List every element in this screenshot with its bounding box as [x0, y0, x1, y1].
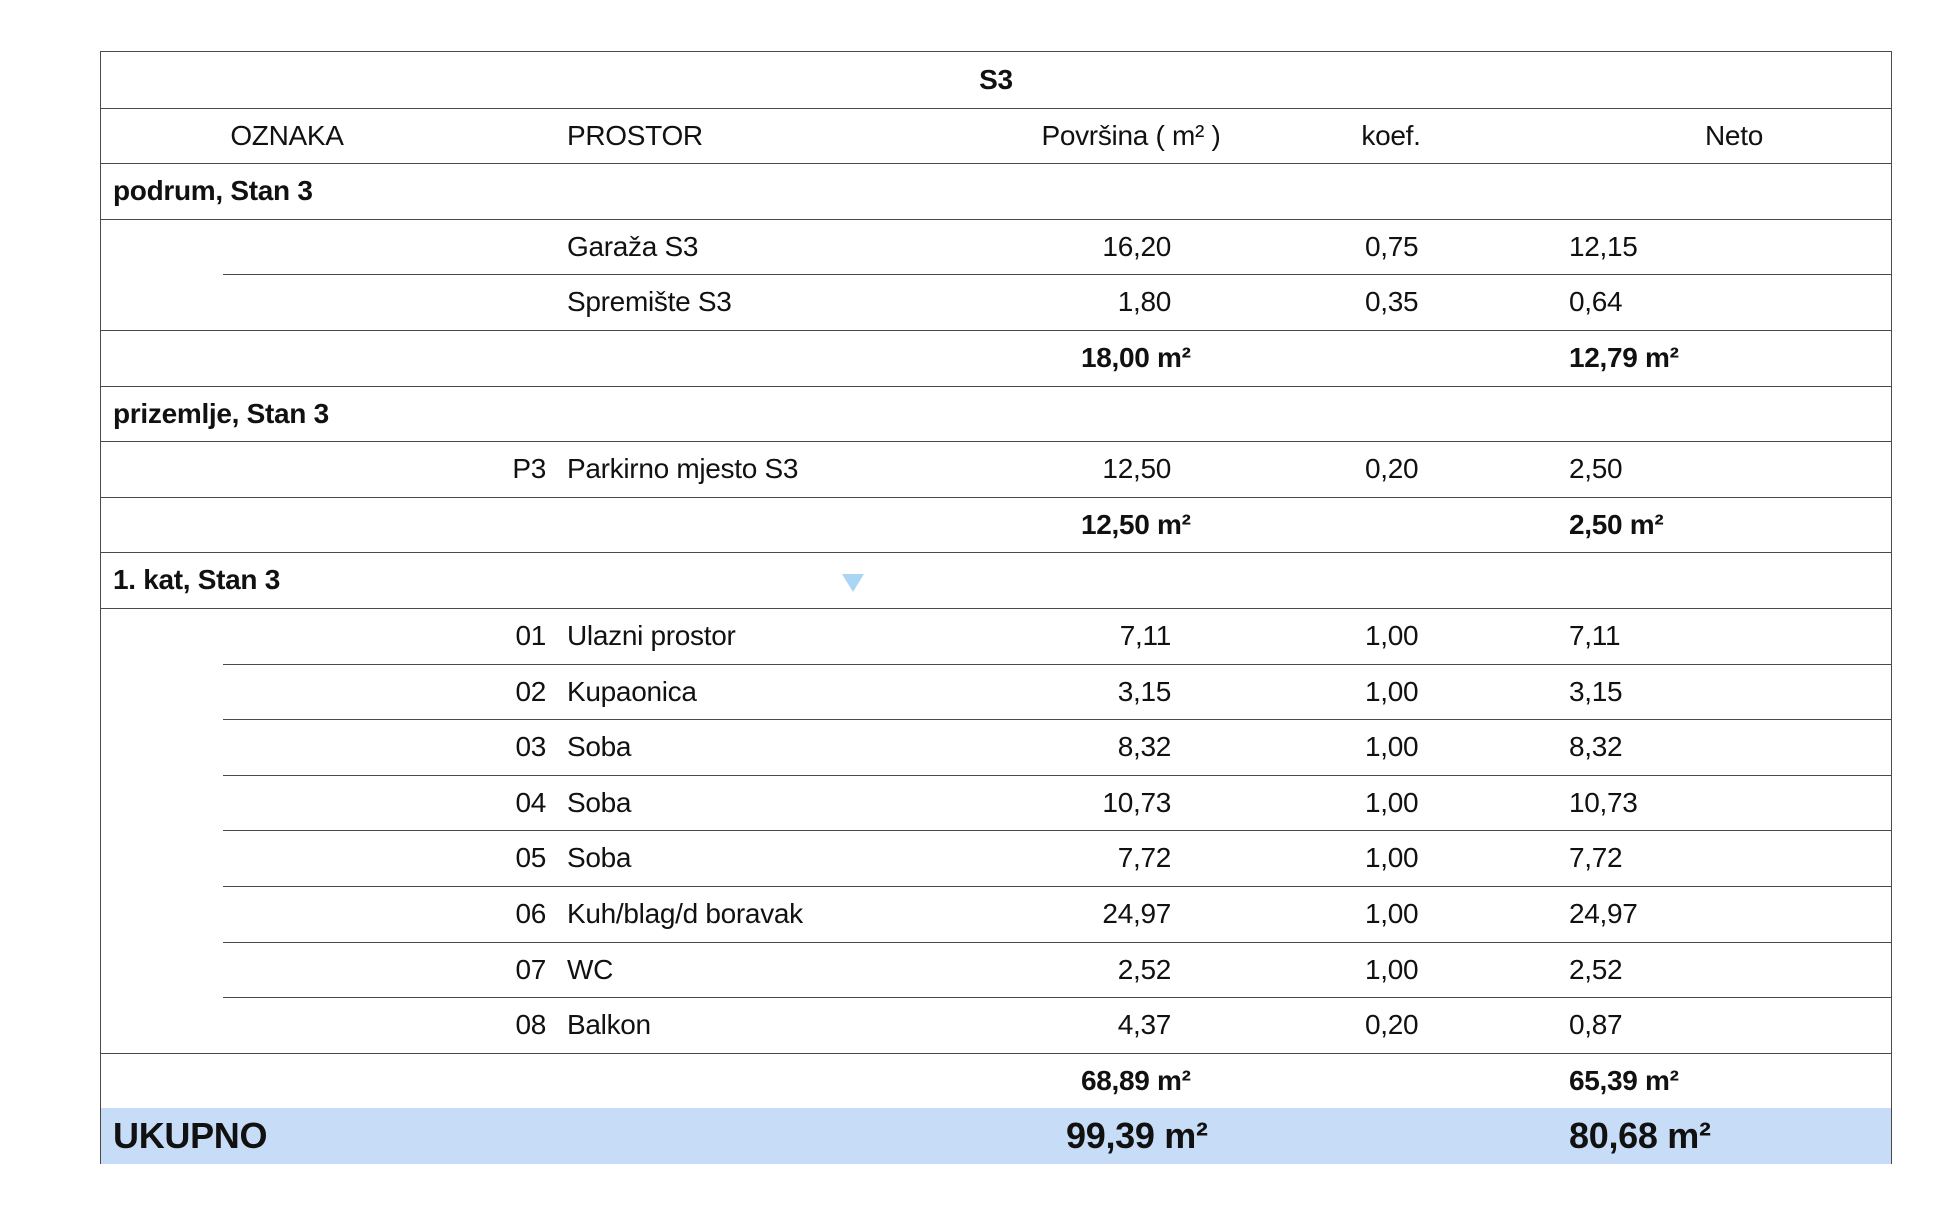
cell-povrsina: 3,15	[1117, 675, 1171, 707]
subtotal-row	[101, 330, 1891, 386]
cell-prostor: Soba	[567, 731, 632, 763]
table-row	[101, 830, 1891, 886]
cell-oznaka: 05	[515, 842, 546, 874]
cell-neto: 3,15	[1569, 675, 1623, 707]
section-header-row	[101, 163, 1891, 219]
total-row	[101, 1108, 1891, 1164]
cell-neto: 0,64	[1569, 286, 1623, 318]
cell-neto: 10,73	[1569, 786, 1638, 818]
cell-koef: 1,00	[1365, 786, 1419, 818]
cell-povrsina: 1,80	[1117, 286, 1171, 318]
cell-koef: 0,20	[1365, 453, 1419, 485]
cell-neto: 7,11	[1569, 620, 1621, 651]
section-label: 1. kat, Stan 3	[113, 564, 280, 596]
cell-oznaka	[431, 219, 546, 275]
cell-oznaka: 07	[515, 953, 546, 985]
cell-oznaka: 02	[515, 675, 546, 707]
subtotal-povrsina: 12,50 m²	[1081, 508, 1191, 540]
table-row	[101, 274, 1891, 330]
table-row	[101, 219, 1891, 275]
cell-oznaka: 01	[515, 620, 546, 651]
total-povrsina: 99,39 m²	[1066, 1115, 1208, 1157]
cell-koef: 1,00	[1365, 953, 1419, 985]
table-row	[101, 719, 1891, 775]
cell-povrsina: 24,97	[1102, 898, 1171, 929]
section-label: prizemlje, Stan 3	[113, 397, 329, 429]
cell-prostor: Soba	[567, 786, 632, 818]
header-povrsina: Površina ( m² )	[1041, 119, 1221, 151]
cell-oznaka	[431, 274, 546, 330]
cell-povrsina: 16,20	[1102, 230, 1171, 262]
cell-prostor: Soba	[567, 842, 632, 874]
table-row	[101, 942, 1891, 998]
cell-oznaka: 06	[515, 898, 546, 929]
cell-neto: 12,15	[1569, 230, 1638, 262]
cell-neto: 0,87	[1569, 1009, 1623, 1041]
total-neto: 80,68 m²	[1569, 1115, 1711, 1157]
table-row	[101, 608, 1891, 664]
cell-neto: 2,52	[1569, 953, 1623, 985]
cell-koef: 1,00	[1365, 842, 1419, 874]
dropdown-marker-icon	[842, 574, 864, 592]
cell-koef: 0,35	[1365, 286, 1419, 318]
table-row	[101, 997, 1891, 1053]
cell-povrsina: 12,50	[1102, 453, 1171, 485]
table-row	[101, 441, 1891, 497]
header-row	[101, 108, 1891, 164]
header-koef: koef.	[1361, 119, 1421, 151]
header-oznaka: OZNAKA	[230, 119, 344, 151]
cell-prostor: Garaža S3	[567, 230, 699, 262]
cell-oznaka: 08	[515, 1009, 546, 1041]
subtotal-neto: 2,50 m²	[1569, 508, 1664, 540]
cell-povrsina: 4,37	[1117, 1009, 1171, 1041]
cell-povrsina: 7,72	[1117, 842, 1171, 874]
cell-prostor: Kuh/blag/d boravak	[567, 898, 803, 929]
header-prostor: PROSTOR	[567, 119, 703, 151]
subtotal-neto: 65,39 m²	[1569, 1064, 1679, 1096]
cell-povrsina: 7,11	[1119, 620, 1171, 651]
cell-oznaka: P3	[512, 453, 546, 485]
cell-neto: 8,32	[1569, 731, 1623, 763]
cell-povrsina: 2,52	[1117, 953, 1171, 985]
section-header-row	[101, 552, 1891, 608]
subtotal-povrsina: 18,00 m²	[1081, 342, 1191, 373]
cell-neto: 2,50	[1569, 453, 1623, 485]
cell-prostor: Ulazni prostor	[567, 620, 736, 651]
cell-oznaka: 04	[515, 786, 546, 818]
cell-povrsina: 8,32	[1117, 731, 1171, 763]
cell-koef: 1,00	[1365, 620, 1419, 651]
table-title: S3	[979, 64, 1013, 95]
subtotal-povrsina: 68,89 m²	[1081, 1064, 1191, 1096]
table-row	[101, 886, 1891, 942]
total-label: UKUPNO	[113, 1115, 268, 1157]
cell-povrsina: 10,73	[1102, 786, 1171, 818]
cell-neto: 7,72	[1569, 842, 1623, 874]
cell-koef: 0,20	[1365, 1009, 1419, 1041]
cell-koef: 1,00	[1365, 898, 1419, 929]
section-header-row	[101, 386, 1891, 442]
cell-koef: 1,00	[1365, 675, 1419, 707]
cell-neto: 24,97	[1569, 898, 1638, 929]
section-label: podrum, Stan 3	[113, 175, 313, 207]
subtotal-row	[101, 497, 1891, 553]
subtotal-row	[101, 1053, 1891, 1109]
cell-prostor: Kupaonica	[567, 675, 697, 707]
cell-koef: 1,00	[1365, 731, 1419, 763]
table-row	[101, 664, 1891, 720]
cell-prostor: WC	[567, 953, 614, 985]
cell-koef: 0,75	[1365, 230, 1419, 262]
subtotal-neto: 12,79 m²	[1569, 342, 1679, 373]
area-table	[100, 51, 1892, 1164]
table-title-row	[101, 52, 1891, 108]
header-neto: Neto	[1705, 119, 1763, 151]
table-row	[101, 775, 1891, 831]
cell-prostor: Parkirno mjesto S3	[567, 453, 799, 485]
cell-prostor: Spremište S3	[567, 286, 732, 318]
cell-oznaka: 03	[515, 731, 546, 763]
cell-prostor: Balkon	[567, 1009, 651, 1041]
